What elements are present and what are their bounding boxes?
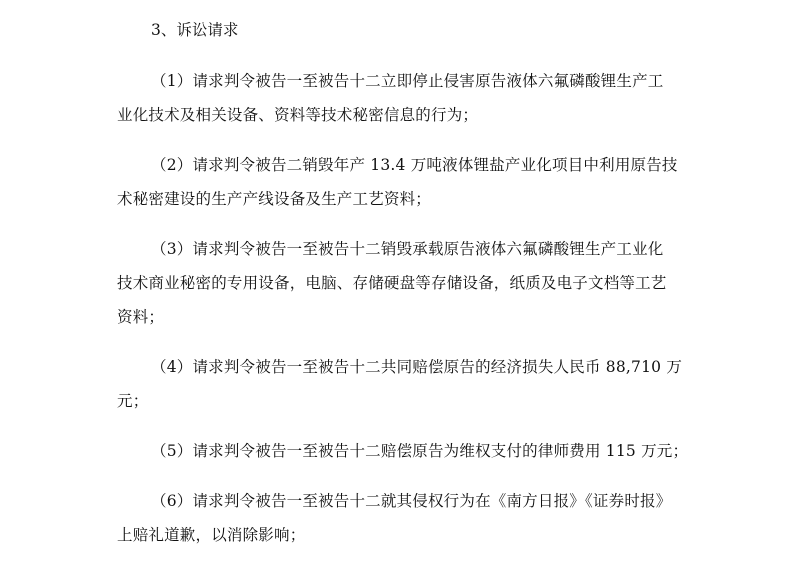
paragraph-line: 资料； <box>117 308 165 326</box>
paragraph-line: 业化技术及相关设备、资料等技术秘密信息的行为； <box>117 106 479 124</box>
paragraph-line: （5）请求判令被告一至被告十二赔偿原告为维权支付的律师费用 115 万元； <box>151 442 689 460</box>
paragraph-line: （2）请求判令被告二销毁年产 13.4 万吨液体锂盐产业化项目中利用原告技 <box>151 156 678 174</box>
paragraph-line: （4）请求判令被告一至被告十二共同赔偿原告的经济损失人民币 88,710 万 <box>151 358 683 376</box>
claim-paragraph-4 <box>117 350 717 418</box>
paragraph-line: 上赔礼道歉，以消除影响； <box>117 526 306 544</box>
paragraph-line: （3）请求判令被告一至被告十二销毁承载原告液体六氟磷酸锂生产工业化 <box>151 240 664 258</box>
paragraph-line: 元； <box>117 392 149 410</box>
paragraph-line: （1）请求判令被告一至被告十二立即停止侵害原告液体六氟磷酸锂生产工 <box>151 72 664 90</box>
claim-paragraph-3 <box>117 232 717 334</box>
paragraph-line: 技术商业秘密的专用设备，电脑、存储硬盘等存储设备，纸质及电子文档等工艺 <box>117 274 667 292</box>
paragraph-line: 术秘密建设的生产产线设备及生产工艺资料； <box>117 190 432 208</box>
claim-paragraph-6 <box>117 484 717 552</box>
claim-paragraph-5 <box>117 434 717 468</box>
claim-paragraph-2 <box>117 148 717 216</box>
claim-paragraph-1 <box>117 64 717 132</box>
paragraph-line: （6）请求判令被告一至被告十二就其侵权行为在《南方日报》《证券时报》 <box>151 492 672 510</box>
section-heading: 3、诉讼请求 <box>151 21 239 39</box>
